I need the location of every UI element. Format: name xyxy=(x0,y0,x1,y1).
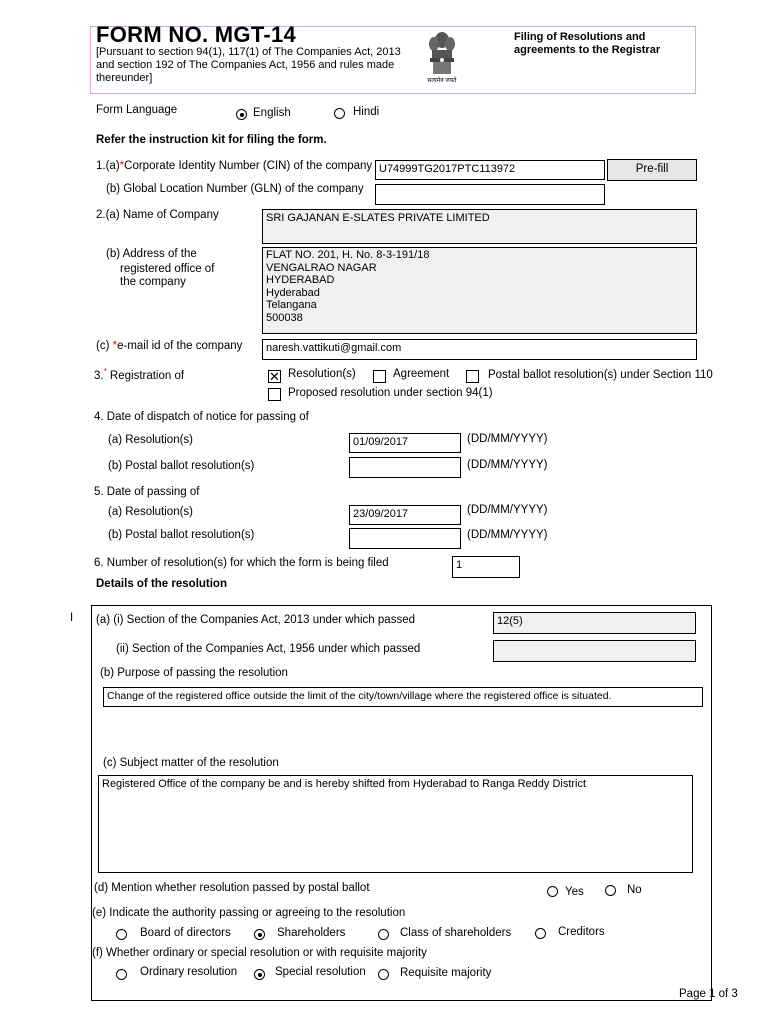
authority-class-label: Class of shareholders xyxy=(400,927,512,939)
passing-label: 5. Date of passing of xyxy=(94,486,200,498)
postal-no-label: No xyxy=(627,884,642,896)
dispatch-postal-date-input[interactable] xyxy=(349,457,461,478)
subject-input[interactable]: Registered Office of the company be and is hereby shifted from Hyderabad to Ranga Reddy District xyxy=(98,775,693,873)
postal-ballot-question-label: (d) Mention whether resolution passed by postal ballot xyxy=(94,882,370,894)
address-label-line3: the company xyxy=(120,276,186,288)
num-resolutions-label: 6. Number of resolution(s) for which the form is being filed xyxy=(94,557,389,569)
authority-shareholders-label: Shareholders xyxy=(277,927,346,939)
national-emblem-icon xyxy=(424,28,460,90)
proposed-resolution-checkbox[interactable] xyxy=(268,388,281,401)
page-number: Page 1 of 3 xyxy=(679,988,738,1000)
passing-postal-date-input[interactable] xyxy=(349,528,461,549)
company-name-label: 2.(a) Name of Company xyxy=(96,209,219,221)
majority-ordinary-radio[interactable] xyxy=(116,969,127,980)
majority-requisite-label: Requisite majority xyxy=(400,967,492,979)
authority-creditors-label: Creditors xyxy=(558,926,605,938)
form-title: FORM NO. MGT-14 xyxy=(96,22,297,47)
section-2013-label: (a) (i) Section of the Companies Act, 2013 under which passed xyxy=(96,614,415,626)
language-hindi-radio[interactable] xyxy=(334,108,345,119)
filing-title: Filing of Resolutions and agreements to the Registrar xyxy=(514,31,661,56)
resolution-index-marker: I xyxy=(70,612,74,624)
gln-input[interactable] xyxy=(375,184,605,205)
authority-label: (e) Indicate the authority passing or agreeing to the resolution xyxy=(92,907,406,919)
proposed-resolution-option-label: Proposed resolution under section 94(1) xyxy=(288,387,493,399)
company-name-field[interactable]: SRI GAJANAN E-SLATES PRIVATE LIMITED xyxy=(262,209,697,244)
passing-postal-format: (DD/MM/YYYY) xyxy=(467,529,548,541)
majority-special-radio[interactable] xyxy=(254,969,265,980)
dispatch-resolution-label: (a) Resolution(s) xyxy=(108,434,193,446)
passing-resolution-format: (DD/MM/YYYY) xyxy=(467,504,548,516)
section-1956-input[interactable] xyxy=(493,640,696,662)
dispatch-resolution-format: (DD/MM/YYYY) xyxy=(467,433,548,445)
authority-board-label: Board of directors xyxy=(140,927,231,939)
section-1956-label: (ii) Section of the Companies Act, 1956 under which passed xyxy=(116,643,421,655)
passing-resolution-date-input[interactable]: 23/09/2017 xyxy=(349,505,461,525)
language-english-label: English xyxy=(253,107,291,119)
passing-resolution-label: (a) Resolution(s) xyxy=(108,506,193,518)
form-language-label: Form Language xyxy=(96,104,178,116)
majority-special-label: Special resolution xyxy=(275,966,366,978)
subject-label: (c) Subject matter of the resolution xyxy=(103,757,279,769)
majority-requisite-radio[interactable] xyxy=(378,969,389,980)
registration-label: 3.* Registration of xyxy=(94,367,185,382)
cin-input[interactable]: U74999TG2017PTC113972 xyxy=(375,160,605,180)
authority-creditors-radio[interactable] xyxy=(535,928,546,939)
emblem-caption: सत्यमेव जयते xyxy=(427,78,457,84)
dispatch-label: 4. Date of dispatch of notice for passing of xyxy=(94,411,309,423)
passing-postal-label: (b) Postal ballot resolution(s) xyxy=(108,529,255,541)
postal-yes-label: Yes xyxy=(565,886,584,898)
prefill-button[interactable]: Pre-fill xyxy=(607,159,697,181)
num-resolutions-input[interactable]: 1 xyxy=(452,556,520,578)
section-2013-input[interactable]: 12(5) xyxy=(493,612,696,634)
postal-ballot-option-label: Postal ballot resolution(s) under Section 110 xyxy=(488,369,713,381)
agreement-checkbox[interactable] xyxy=(373,370,386,383)
address-label-line2: registered office of xyxy=(120,263,215,275)
authority-shareholders-radio[interactable] xyxy=(254,929,265,940)
majority-label: (f) Whether ordinary or special resolution or with requisite majority xyxy=(92,947,427,959)
cin-label: 1.(a)*Corporate Identity Number (CIN) of the company xyxy=(96,160,373,172)
postal-no-radio[interactable] xyxy=(605,885,616,896)
address-label-line1: (b) Address of the xyxy=(106,248,197,260)
majority-ordinary-label: Ordinary resolution xyxy=(140,966,238,978)
pursuant-text: [Pursuant to section 94(1), 117(1) of The Companies Act, 2013 and section 192 of The Companies Act, 1956 and rules made thereunder] xyxy=(96,46,401,84)
purpose-label: (b) Purpose of passing the resolution xyxy=(100,667,288,679)
dispatch-resolution-date-input[interactable]: 01/09/2017 xyxy=(349,433,461,453)
registered-address-field[interactable]: FLAT NO. 201, H. No. 8-3-191/18 VENGALRAO NAGAR HYDERABAD Hyderabad Telangana 500038 xyxy=(262,247,697,334)
resolutions-checkbox[interactable]: ✕ xyxy=(269,369,280,384)
language-english-radio[interactable] xyxy=(236,109,247,120)
email-label: (c) *e-mail id of the company xyxy=(96,340,243,352)
dispatch-postal-label: (b) Postal ballot resolution(s) xyxy=(108,460,255,472)
postal-yes-radio[interactable] xyxy=(547,886,558,897)
email-input[interactable]: naresh.vattikuti@gmail.com xyxy=(262,339,697,360)
gln-label: (b) Global Location Number (GLN) of the company xyxy=(106,183,364,195)
instruction-text: Refer the instruction kit for filing the form. xyxy=(96,134,327,146)
authority-board-radio[interactable] xyxy=(116,929,127,940)
dispatch-postal-format: (DD/MM/YYYY) xyxy=(467,459,548,471)
postal-ballot-checkbox[interactable] xyxy=(466,370,479,383)
resolutions-option-label: Resolution(s) xyxy=(288,368,356,380)
authority-class-radio[interactable] xyxy=(378,929,389,940)
details-heading: Details of the resolution xyxy=(96,578,227,590)
agreement-option-label: Agreement xyxy=(393,368,450,380)
language-hindi-label: Hindi xyxy=(353,106,380,118)
purpose-input[interactable]: Change of the registered office outside the limit of the city/town/village where the registered office is situated. xyxy=(103,687,703,707)
